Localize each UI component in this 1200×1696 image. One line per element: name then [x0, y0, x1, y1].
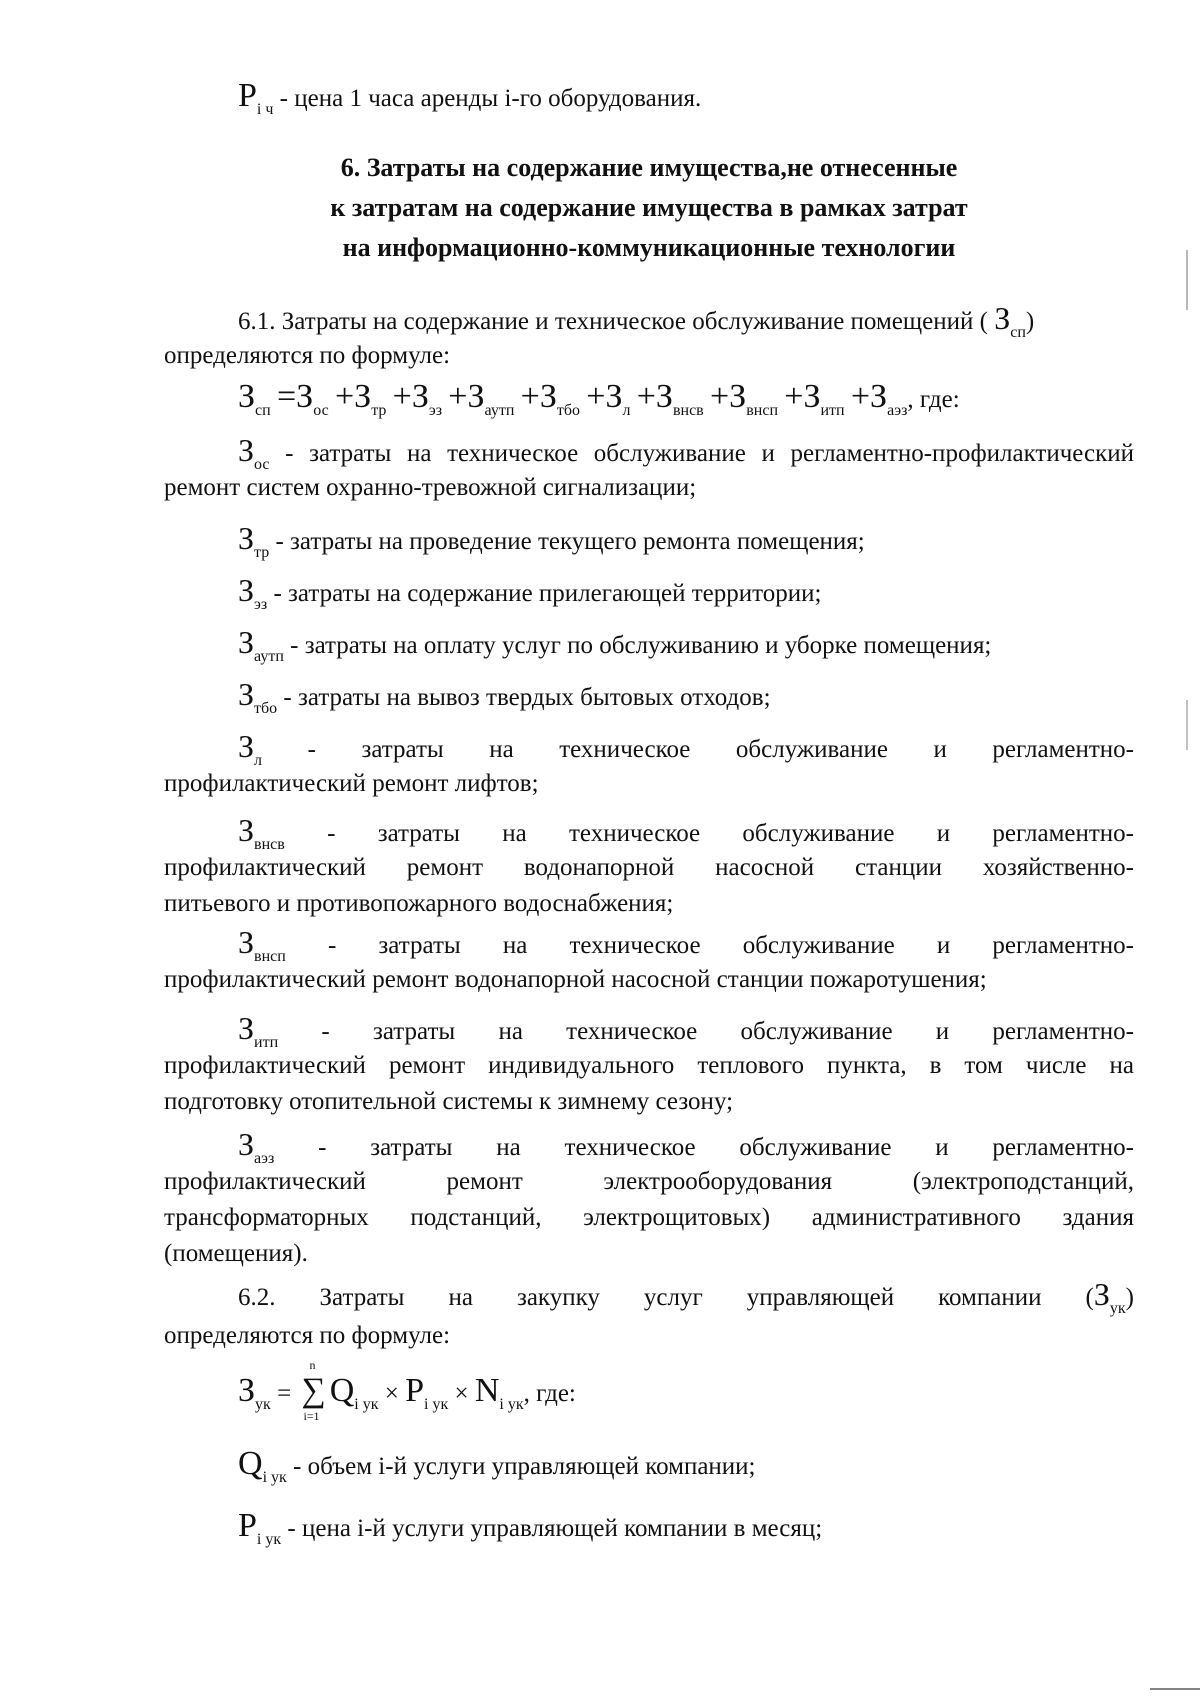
- def-tr: $З_{тр}$ - затраты на проведение текущего ремонта помещения;: [238, 520, 865, 561]
- def-vnsv-cont: профилактический ремонт водонапорной насосной станции хозяйственно-: [164, 854, 1134, 881]
- formula-management-company: $З_{ук}$ = ∑ n i=1 $Q_{i ук} \times P_{i ук} \times N_{i ук}$, где:: [238, 1358, 576, 1423]
- def-q-uk: $Q_{i ук}$ - объем i-й услуги управляющей компании;: [238, 1445, 756, 1486]
- def-aez: $З_{аэз}$ - затраты на техническое обслуживание и регламентно-: [238, 1126, 1134, 1167]
- scan-edge-mark: [1150, 1688, 1200, 1690]
- def-aez-cont: профилактический ремонт электрооборудования (электроподстанций,: [164, 1168, 1134, 1195]
- def-ez: $З_{эз}$ - затраты на содержание прилегающей территории;: [238, 572, 822, 613]
- def-p-uk: $P_{i ук}$ - цена i-й услуги управляющей компании в месяц;: [238, 1507, 823, 1548]
- def-itp-cont: профилактический ремонт индивидуального теплового пункта, в том числе на: [164, 1052, 1134, 1079]
- section-heading-line-1: 6. Затраты на содержание имущества,не отнесенные: [340, 153, 958, 182]
- def-aez-cont3: (помещения).: [164, 1240, 308, 1267]
- def-tbo: $З_{тбо}$ - затраты на вывоз твердых бытовых отходов;: [238, 676, 771, 717]
- def-os: $З_{ос}$ - затраты на техническое обслуживание и регламентно-профилактический: [238, 432, 1134, 473]
- def-vnsv: $З_{внсв}$ - затраты на техническое обслуживание и регламентно-: [238, 812, 1134, 853]
- paragraph-6-1-line-2: определяются по формуле:: [164, 342, 451, 369]
- scan-edge-mark: [1186, 250, 1188, 310]
- price-text: - цена 1 часа аренды i-го оборудования.: [273, 85, 702, 112]
- section-heading-line-2: к затратам на содержание имущества в рамках затрат: [330, 193, 968, 222]
- price-subscript: i ч: [256, 101, 274, 118]
- def-autp: $З_{аутп}$ - затраты на оплату услуг по обслуживанию и уборке помещения;: [238, 624, 992, 665]
- section-heading-line-3: на информационно-коммуникационные технологии: [342, 233, 956, 262]
- def-l: $З_л$ - затраты на техническое обслуживание и регламентно-: [238, 728, 1134, 769]
- def-os-cont: ремонт систем охранно-тревожной сигнализации;: [164, 474, 697, 501]
- def-itp: $З_{итп}$ - затраты на техническое обслуживание и регламентно-: [238, 1010, 1134, 1051]
- def-l-cont: профилактический ремонт лифтов;: [164, 770, 539, 797]
- paragraph-6-2-line-2: определяются по формуле:: [164, 1322, 451, 1349]
- price-definition-line: [238, 78, 701, 120]
- sum-sign: ∑ n i=1: [301, 1358, 326, 1423]
- price-symbol: P: [238, 77, 257, 114]
- def-vnsp: $З_{внсп}$ - затраты на техническое обслуживание и регламентно-: [238, 924, 1134, 965]
- def-vnsp-cont: профилактический ремонт водонапорной насосной станции пожаротушения;: [164, 966, 987, 993]
- def-itp-cont2: подготовку отопительной системы к зимнему сезону;: [164, 1088, 734, 1115]
- def-aez-cont2: трансформаторных подстанций, электрощитовых) административного здания: [164, 1204, 1134, 1231]
- formula-total-premises: $З_{сп} =З_{ос} +З_{тр} +З_{эз} +З_{аутп} +З_{тбо} +З_л +З_{внсв} +З_{внсп} +З_{итп} +З_{аэз}$, где:: [238, 378, 960, 419]
- paragraph-6-2-line-1: 6.2. Затраты на закупку услуг управляющей компании $(З_{ук})$: [238, 1276, 1134, 1317]
- paragraph-6-1-line-1: 6.1. Затраты на содержание и техническое обслуживание помещений ( $З_{сп}$): [238, 300, 1035, 341]
- def-vnsv-cont2: питьевого и противопожарного водоснабжения;: [164, 890, 674, 917]
- scan-edge-mark: [1186, 700, 1188, 750]
